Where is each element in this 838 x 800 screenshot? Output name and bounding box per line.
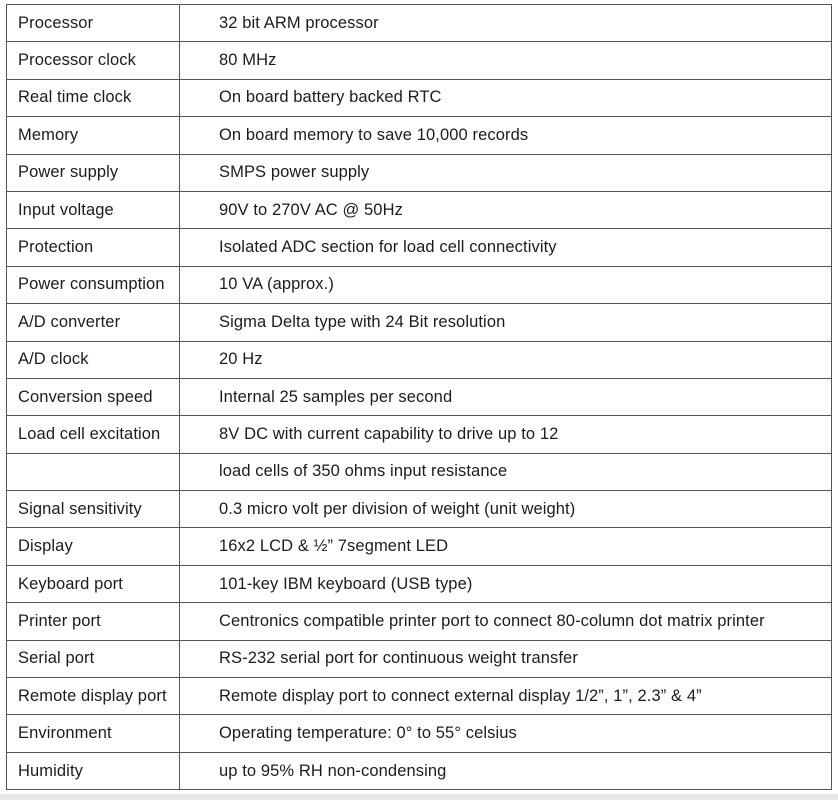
- spec-row: [7, 191, 832, 228]
- spec-value: Sigma Delta type with 24 Bit resolution: [180, 304, 832, 341]
- spec-value: 20 Hz: [180, 341, 832, 378]
- spec-label: Load cell excitation: [7, 416, 180, 453]
- spec-label: Humidity: [7, 752, 180, 789]
- spec-row: [7, 341, 832, 378]
- spec-value: load cells of 350 ohms input resistance: [180, 453, 832, 490]
- spec-row: [7, 378, 832, 415]
- spec-label: Serial port: [7, 640, 180, 677]
- spec-value: 90V to 270V AC @ 50Hz: [180, 191, 832, 228]
- spec-label: Power supply: [7, 154, 180, 191]
- spec-row: [7, 528, 832, 565]
- spec-value: up to 95% RH non-condensing: [180, 752, 832, 789]
- spec-row: [7, 229, 832, 266]
- spec-label: Power consumption: [7, 266, 180, 303]
- spec-row: [7, 565, 832, 602]
- spec-row: [7, 491, 832, 528]
- spec-row: [7, 416, 832, 453]
- spec-label: Printer port: [7, 603, 180, 640]
- spec-label: Conversion speed: [7, 378, 180, 415]
- spec-label: A/D clock: [7, 341, 180, 378]
- spec-value: Centronics compatible printer port to connect 80-column dot matrix printer: [180, 603, 832, 640]
- spec-label: Processor: [7, 5, 180, 42]
- spec-value: On board battery backed RTC: [180, 79, 832, 116]
- spec-label: Real time clock: [7, 79, 180, 116]
- spec-label: Input voltage: [7, 191, 180, 228]
- spec-row: [7, 266, 832, 303]
- spec-row: [7, 154, 832, 191]
- spec-value: 16x2 LCD & ½” 7segment LED: [180, 528, 832, 565]
- spec-row: [7, 715, 832, 752]
- spec-row: [7, 42, 832, 79]
- spec-row: [7, 640, 832, 677]
- spec-row: [7, 304, 832, 341]
- spec-row: [7, 79, 832, 116]
- bottom-border-strip: [0, 794, 838, 800]
- spec-label: [7, 453, 180, 490]
- spec-label: Keyboard port: [7, 565, 180, 602]
- spec-value: 0.3 micro volt per division of weight (unit weight): [180, 491, 832, 528]
- spec-label: Remote display port: [7, 678, 180, 715]
- spec-row: [7, 117, 832, 154]
- spec-label: Display: [7, 528, 180, 565]
- spec-row: [7, 453, 832, 490]
- spec-row: [7, 678, 832, 715]
- spec-value: 10 VA (approx.): [180, 266, 832, 303]
- spec-label: Processor clock: [7, 42, 180, 79]
- spec-row: [7, 752, 832, 789]
- spec-value: 101-key IBM keyboard (USB type): [180, 565, 832, 602]
- spec-value: On board memory to save 10,000 records: [180, 117, 832, 154]
- specifications-table: [6, 4, 832, 790]
- spec-row: [7, 5, 832, 42]
- spec-value: Remote display port to connect external display 1/2”, 1”, 2.3” & 4”: [180, 678, 832, 715]
- spec-value: Internal 25 samples per second: [180, 378, 832, 415]
- spec-label: Signal sensitivity: [7, 491, 180, 528]
- spec-value: 8V DC with current capability to drive up to 12: [180, 416, 832, 453]
- spec-label: Memory: [7, 117, 180, 154]
- spec-value: SMPS power supply: [180, 154, 832, 191]
- spec-value: 32 bit ARM processor: [180, 5, 832, 42]
- spec-label: A/D converter: [7, 304, 180, 341]
- spec-row: [7, 603, 832, 640]
- spec-label: Protection: [7, 229, 180, 266]
- specifications-table-body: [7, 5, 832, 790]
- spec-value: RS-232 serial port for continuous weight transfer: [180, 640, 832, 677]
- spec-value: Isolated ADC section for load cell connectivity: [180, 229, 832, 266]
- spec-value: Operating temperature: 0° to 55° celsius: [180, 715, 832, 752]
- spec-value: 80 MHz: [180, 42, 832, 79]
- spec-label: Environment: [7, 715, 180, 752]
